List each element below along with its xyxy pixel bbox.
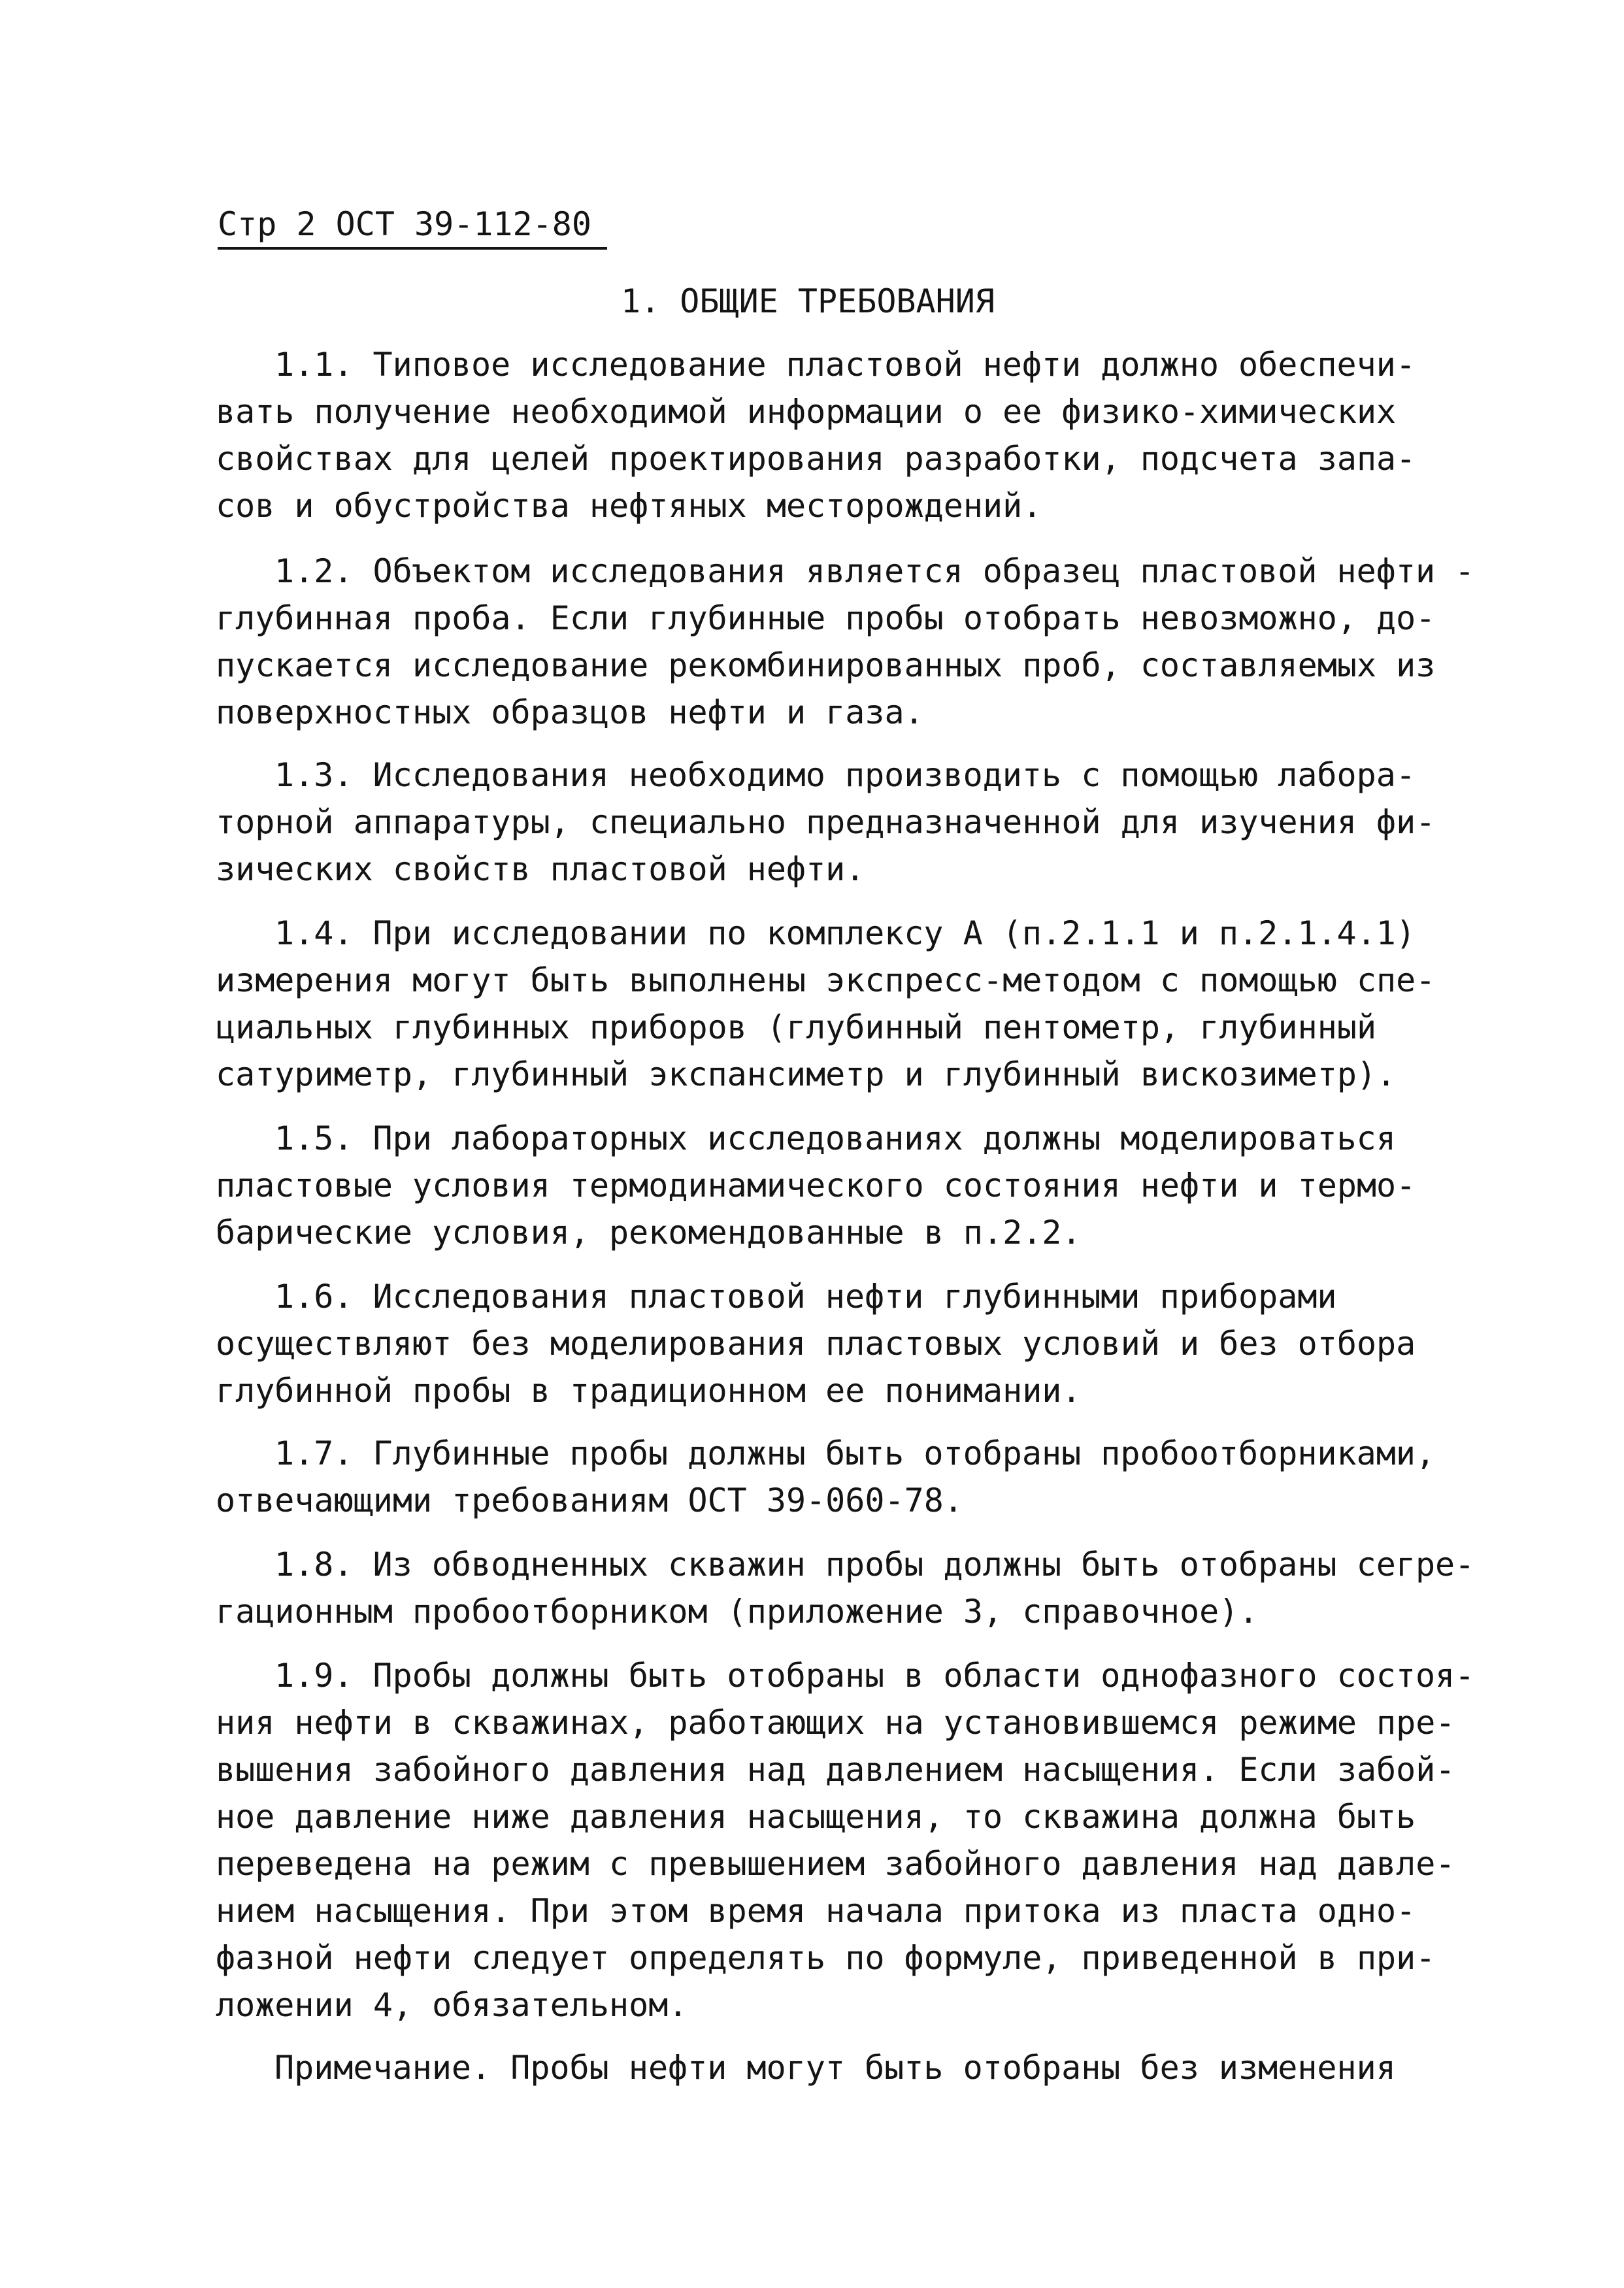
text-line: циальных глубинных приборов (глубинный пентометр, глубинный [216,1008,1377,1046]
text-line: 1.7. Глубинные пробы должны быть отобраны пробоотборниками, [274,1434,1436,1472]
text-line: осуществляют без моделирования пластовых условий и без отбора [216,1325,1416,1363]
text-line: 1.6. Исследования пластовой нефти глубинными приборами [274,1278,1337,1316]
text-line: глубинная проба. Если глубинные пробы отобрать невозможно, до- [216,599,1436,637]
text-line: сатуриметр, глубинный экспансиметр и глубинный вискозиметр). [216,1055,1397,1093]
text-line: 1.3. Исследования необходимо производить с помощью лабора- [274,756,1416,794]
text-line: сов и обустройства нефтяных месторождений. [216,487,1042,525]
text-line: отвечающими требованиям ОСТ 39-060-78. [216,1482,963,1519]
text-line: 1.8. Из обводненных скважин пробы должны быть отобраны сегре- [274,1546,1475,1583]
section-title: 1. ОБЩИЕ ТРЕБОВАНИЯ [621,282,995,320]
text-line: фазной нефти следует определять по формуле, приведенной в при- [216,1939,1436,1977]
text-line: 1.1. Типовое исследование пластовой нефти должно обеспечи- [274,346,1416,384]
text-line: барические условия, рекомендованные в п.2.2. [216,1214,1082,1252]
text-line: свойствах для целей проектирования разработки, подсчета запа- [216,440,1416,478]
text-line: торной аппаратуры, специально предназначенной для изучения фи- [216,803,1436,841]
text-line: ния нефти в скважинах, работающих на установившемся режиме пре- [216,1704,1455,1742]
text-line: вать получение необходимой информации о ее физико-химических [216,393,1397,431]
text-line: 1.4. При исследовании по комплексу А (п.2.1.1 и п.2.1.4.1) [274,914,1416,952]
text-line: поверхностных образцов нефти и газа. [216,693,924,731]
text-line: 1.9. Пробы должны быть отобраны в области однофазного состоя- [274,1657,1475,1695]
text-line: пластовые условия термодинамического состояния нефти и термо- [216,1167,1416,1204]
text-line: 1.2. Объектом исследования является образец пластовой нефти - [274,552,1475,590]
text-line: пускается исследование рекомбинированных проб, составляемых из [216,646,1436,684]
text-line: ложении 4, обязательном. [216,1986,688,2024]
text-line: нием насыщения. При этом время начала притока из пласта одно- [216,1892,1416,1930]
text-line: ное давление ниже давления насыщения, то скважина должна быть [216,1798,1416,1836]
text-line: гационным пробоотборником (приложение 3, справочное). [216,1593,1259,1631]
text-line: 1.5. При лабораторных исследованиях должны моделироваться [274,1119,1396,1157]
text-line: глубинной пробы в традиционном ее понимании. [216,1372,1082,1410]
text-line: вышения забойного давления над давлением насыщения. Если забой- [216,1751,1455,1789]
text-line: переведена на режим с превышением забойного давления над давле- [216,1845,1455,1883]
text-line: измерения могут быть выполнены экспресс-методом с помощью спе- [216,961,1436,999]
text-line: зических свойств пластовой нефти. [216,850,865,888]
text-line: Примечание. Пробы нефти могут быть отобраны без изменения [274,2049,1396,2087]
page-header: Стр 2 ОСТ 39-112-80 [218,201,607,250]
